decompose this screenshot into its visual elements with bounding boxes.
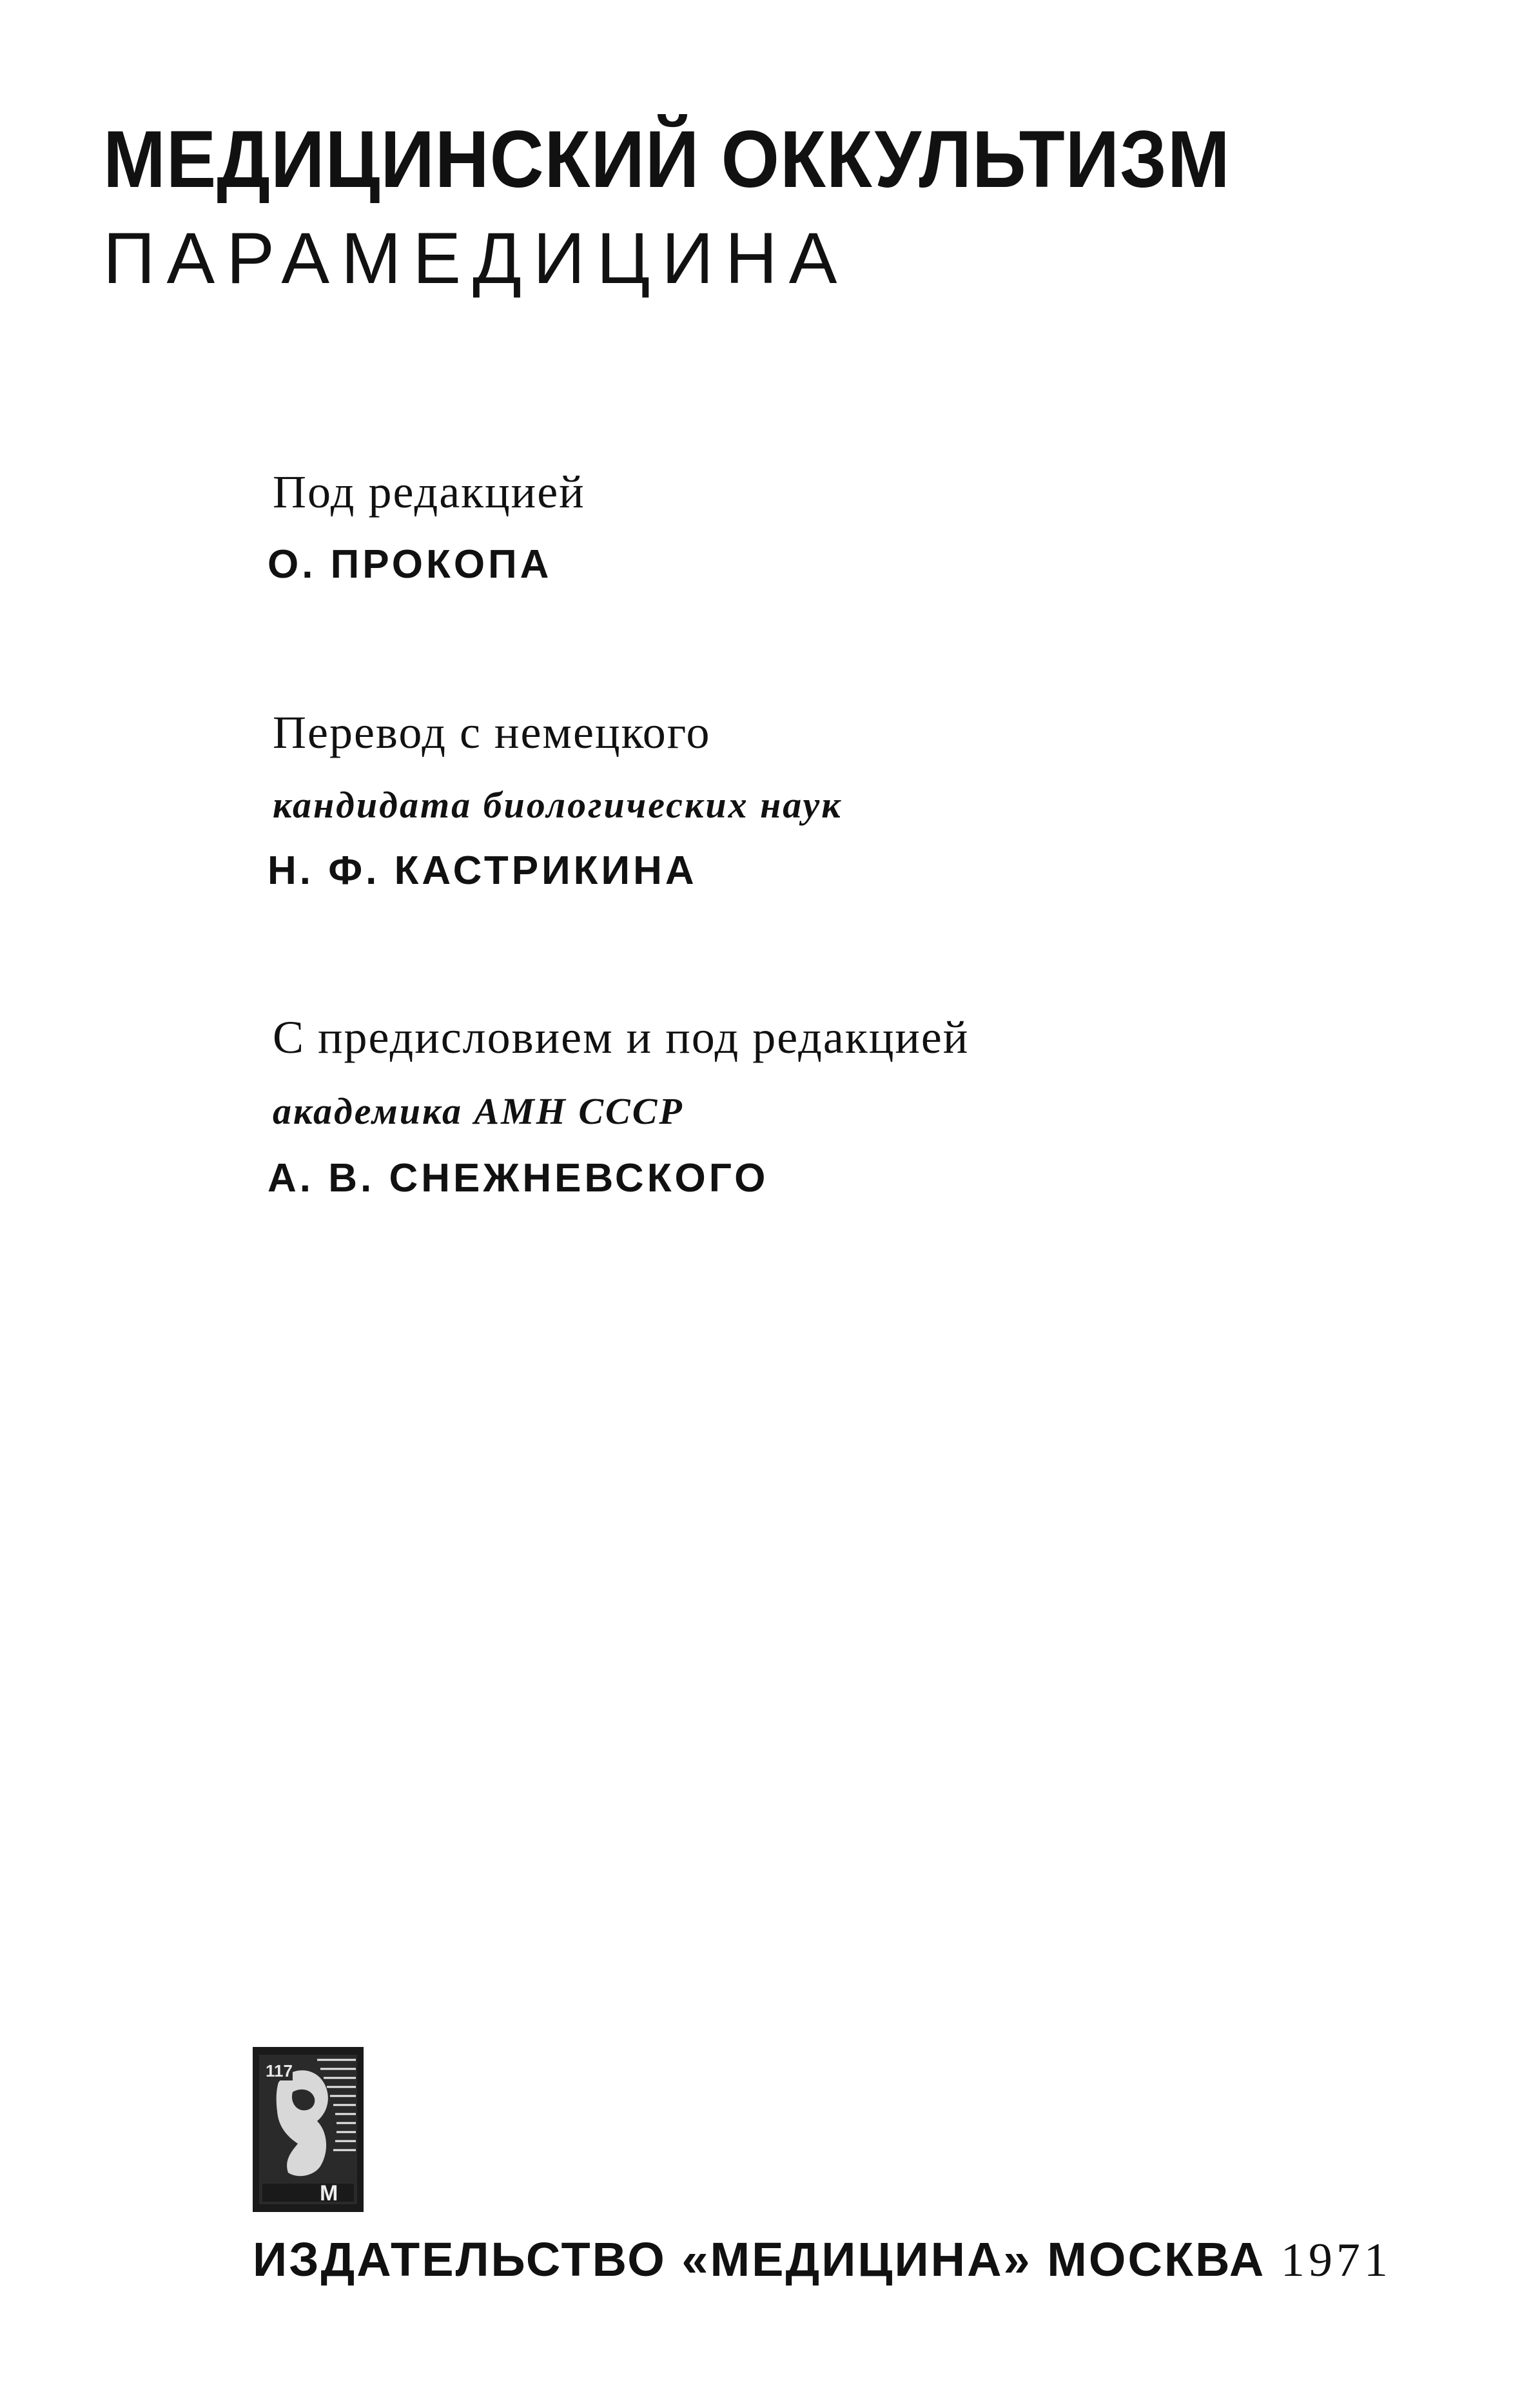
publisher-emblem-letter: М	[320, 2181, 338, 2206]
svg-text:117: 117	[266, 2061, 293, 2080]
editor-name: О. ПРОКОПА	[268, 542, 552, 587]
publisher-emblem-icon	[253, 2047, 364, 2212]
publication-year: 1971	[1280, 2234, 1392, 2287]
book-subtitle: ПАРАМЕДИЦИНА	[103, 218, 849, 299]
preface-author-name: А. В. СНЕЖНЕВСКОГО	[268, 1156, 769, 1200]
translator-degree: кандидата биологических наук	[273, 784, 843, 826]
translator-name: Н. Ф. КАСТРИКИНА	[268, 848, 697, 893]
translation-label: Перевод с немецкого	[273, 707, 711, 758]
publisher-city: ИЗДАТЕЛЬСТВО «МЕДИЦИНА» МОСКВА	[253, 2233, 1266, 2286]
publisher-imprint	[253, 2233, 1392, 2287]
book-title: МЕДИЦИНСКИЙ ОККУЛЬТИЗМ	[103, 115, 1231, 204]
preface-author-degree: академика АМН СССР	[273, 1090, 684, 1132]
preface-label: С предисловием и под редакцией	[273, 1012, 970, 1063]
editor-label: Под редакцией	[273, 466, 585, 518]
